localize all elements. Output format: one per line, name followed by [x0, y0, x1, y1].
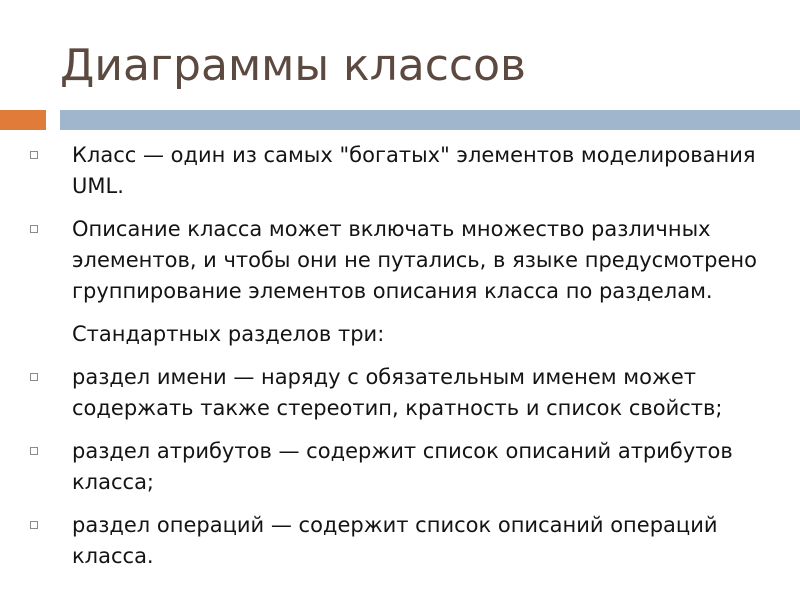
square-bullet-icon [30, 151, 38, 159]
list-item [0, 362, 800, 424]
list-item [0, 436, 800, 498]
square-bullet-icon [30, 447, 38, 455]
square-bullet-icon [30, 225, 38, 233]
header-bar [60, 110, 800, 130]
square-bullet-icon [30, 521, 38, 529]
list-item-text: Класс — один из самых "богатых" элементов моделирования UML. [72, 143, 756, 198]
list-item-text: Стандартных разделов три: [72, 322, 385, 346]
list-item [0, 510, 800, 572]
square-bullet-icon [30, 373, 38, 381]
slide-title: Диаграммы классов [60, 40, 526, 91]
list-item-text: раздел операций — содержит список описаний операций класса. [72, 513, 718, 568]
list-item [0, 214, 800, 307]
accent-bar [0, 110, 46, 130]
list-item-text: раздел атрибутов — содержит список описаний атрибутов класса; [72, 439, 733, 494]
list-item-text: Описание класса может включать множество различных элементов, и чтобы они не путались, в языке предусмотрено группирование элементов описания класса по разделам. [72, 217, 757, 303]
bullet-list [0, 140, 800, 584]
list-item-text: раздел имени — наряду с обязательным именем может содержать также стереотип, кратность и список свойств; [72, 365, 723, 420]
list-item [0, 140, 800, 202]
list-item-no-bullet [0, 319, 800, 350]
